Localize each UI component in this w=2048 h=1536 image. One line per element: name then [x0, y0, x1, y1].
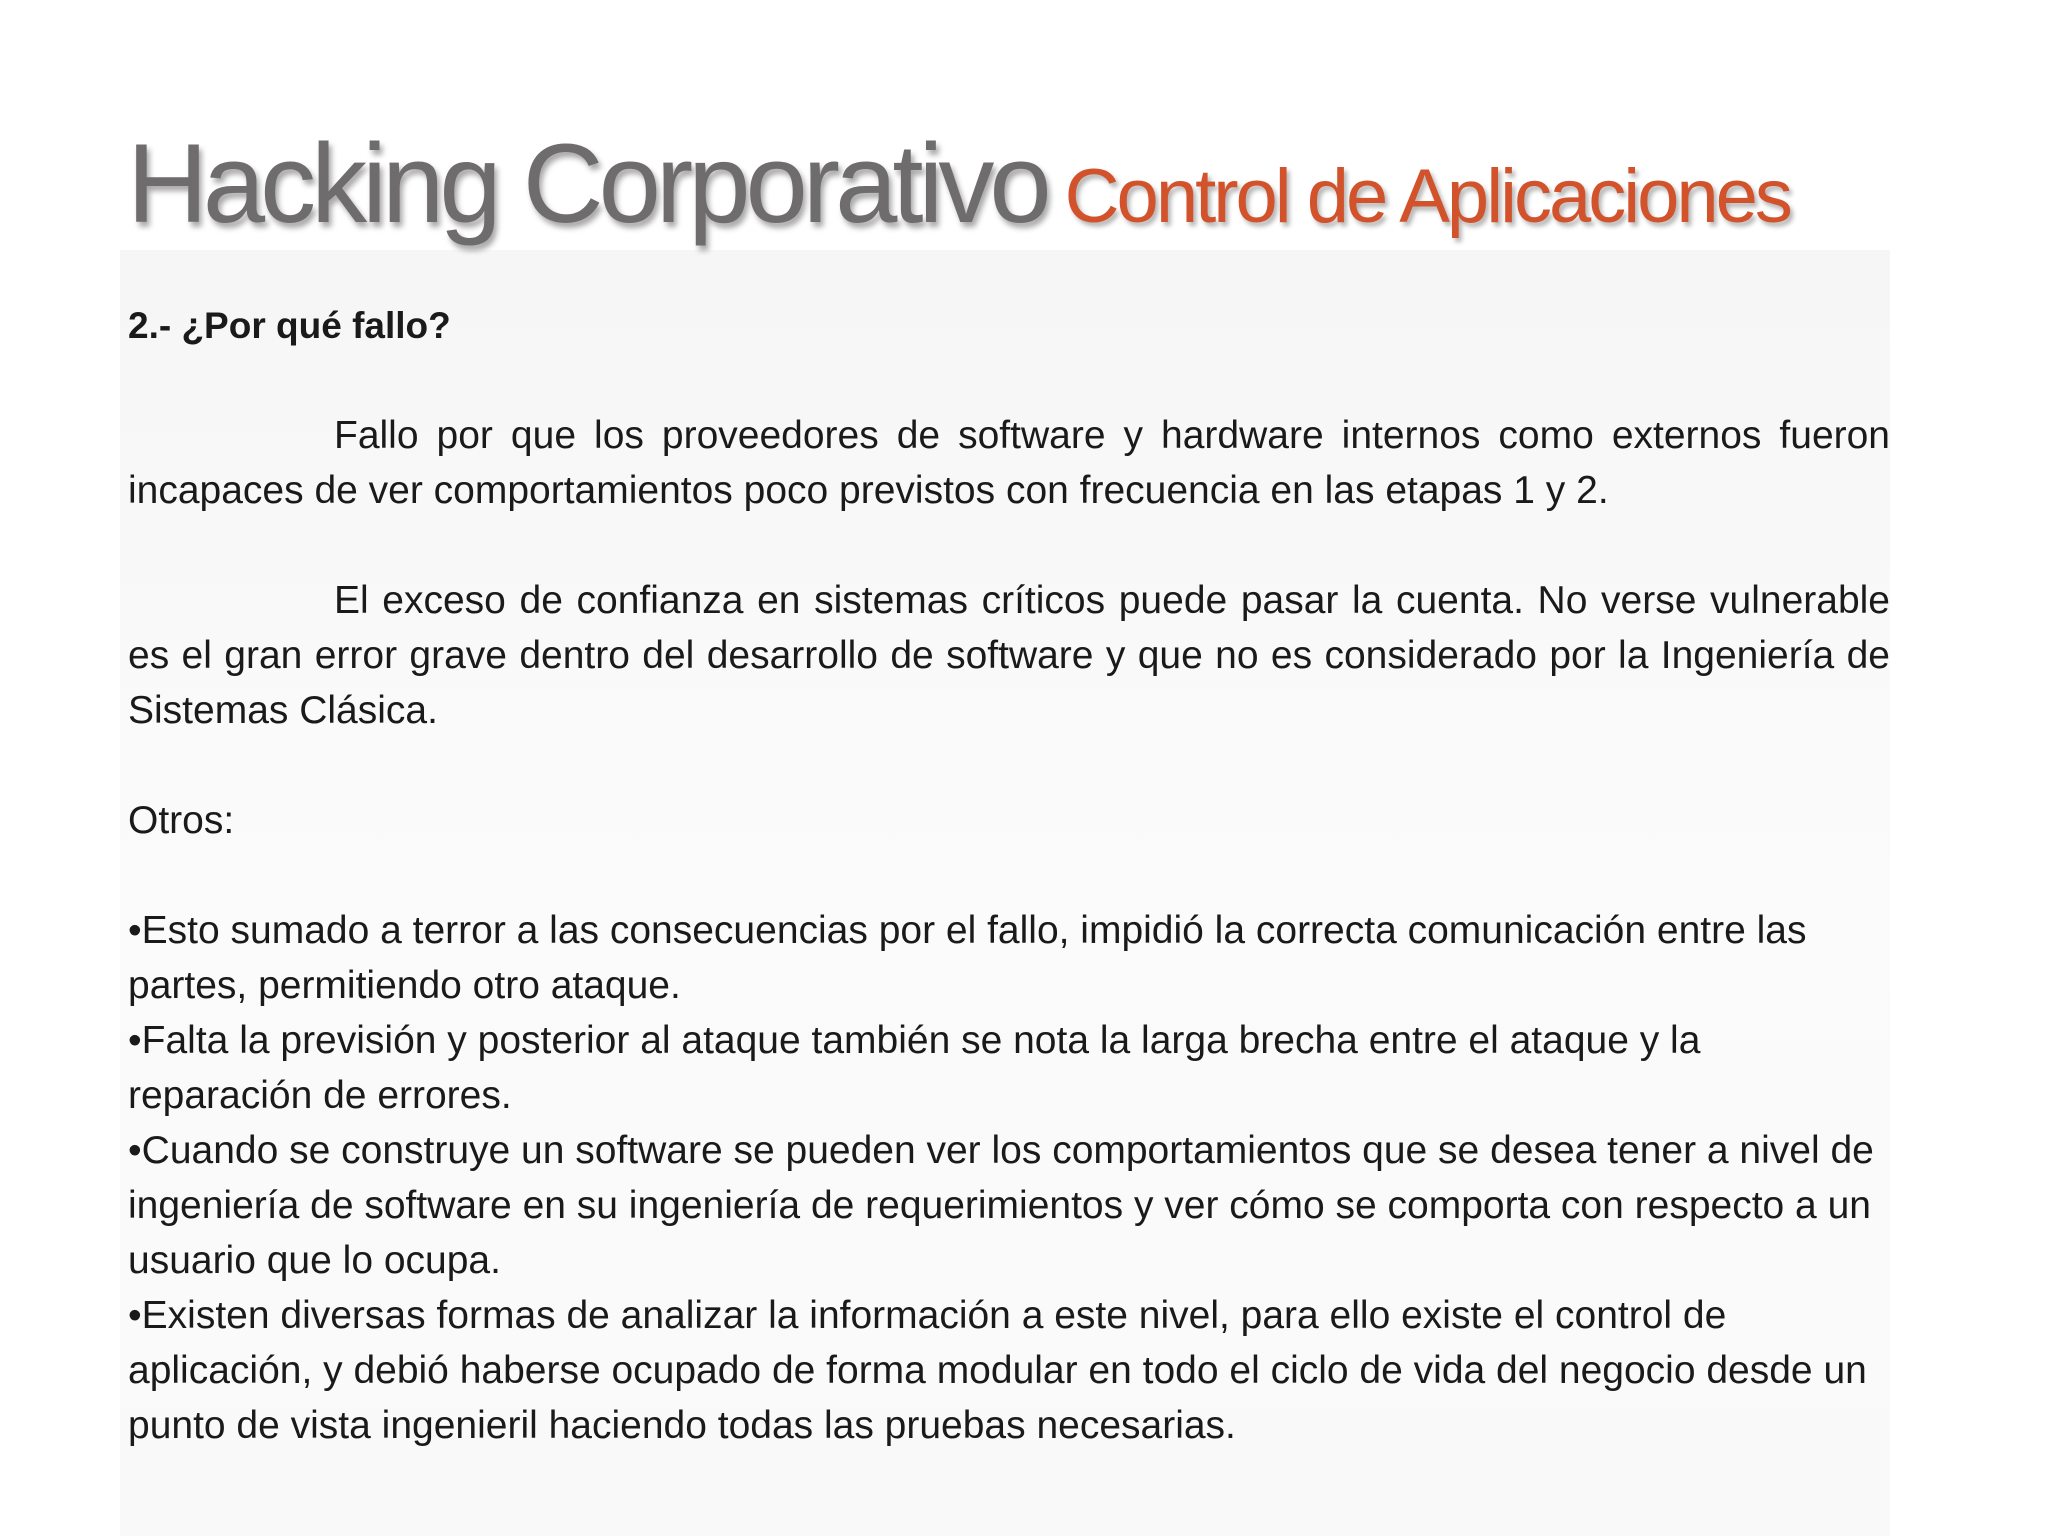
paragraph: Fallo por que los proveedores de software y hardware internos como externos fueron incapaces de ver comportamientos poco previstos con frecuencia en las etapas 1 y 2. [128, 414, 1890, 512]
slide-body [128, 298, 1890, 1453]
bullet-item: •Existen diversas formas de analizar la información a este nivel, para ello existe el control de aplicación, y debió haberse ocupado de forma modular en todo el ciclo de vida del negocio desde un punto de vista ingenieril haciendo todas las pruebas necesarias. [128, 1294, 1867, 1447]
bullet-item: •Falta la previsión y posterior al ataque también se nota la larga brecha entre el ataque y la reparación de errores. [128, 1019, 1701, 1117]
bullet-item: •Esto sumado a terror a las consecuencias por el fallo, impidió la correcta comunicación entre las partes, permitiendo otro ataque. [128, 909, 1807, 1007]
title-subtitle: Control de Aplicaciones [1064, 154, 1790, 239]
slide-title [127, 121, 1790, 246]
paragraph: El exceso de confianza en sistemas críticos puede pasar la cuenta. No verse vulnerable es el gran error grave dentro del desarrollo de software y que no es considerado por la Ingeniería de Sistemas Clásica. [128, 579, 1890, 732]
section-heading: 2.- ¿Por qué fallo? [128, 305, 451, 346]
bullet-list [128, 903, 1890, 1453]
title-main: Hacking Corporativo [127, 121, 1047, 246]
bullet-item: •Cuando se construye un software se pueden ver los comportamientos que se desea tener a nivel de ingeniería de software en su ingeniería de requerimientos y ver cómo se comporta con respecto a un usuario que lo ocupa. [128, 1129, 1874, 1282]
others-label: Otros: [128, 799, 235, 842]
